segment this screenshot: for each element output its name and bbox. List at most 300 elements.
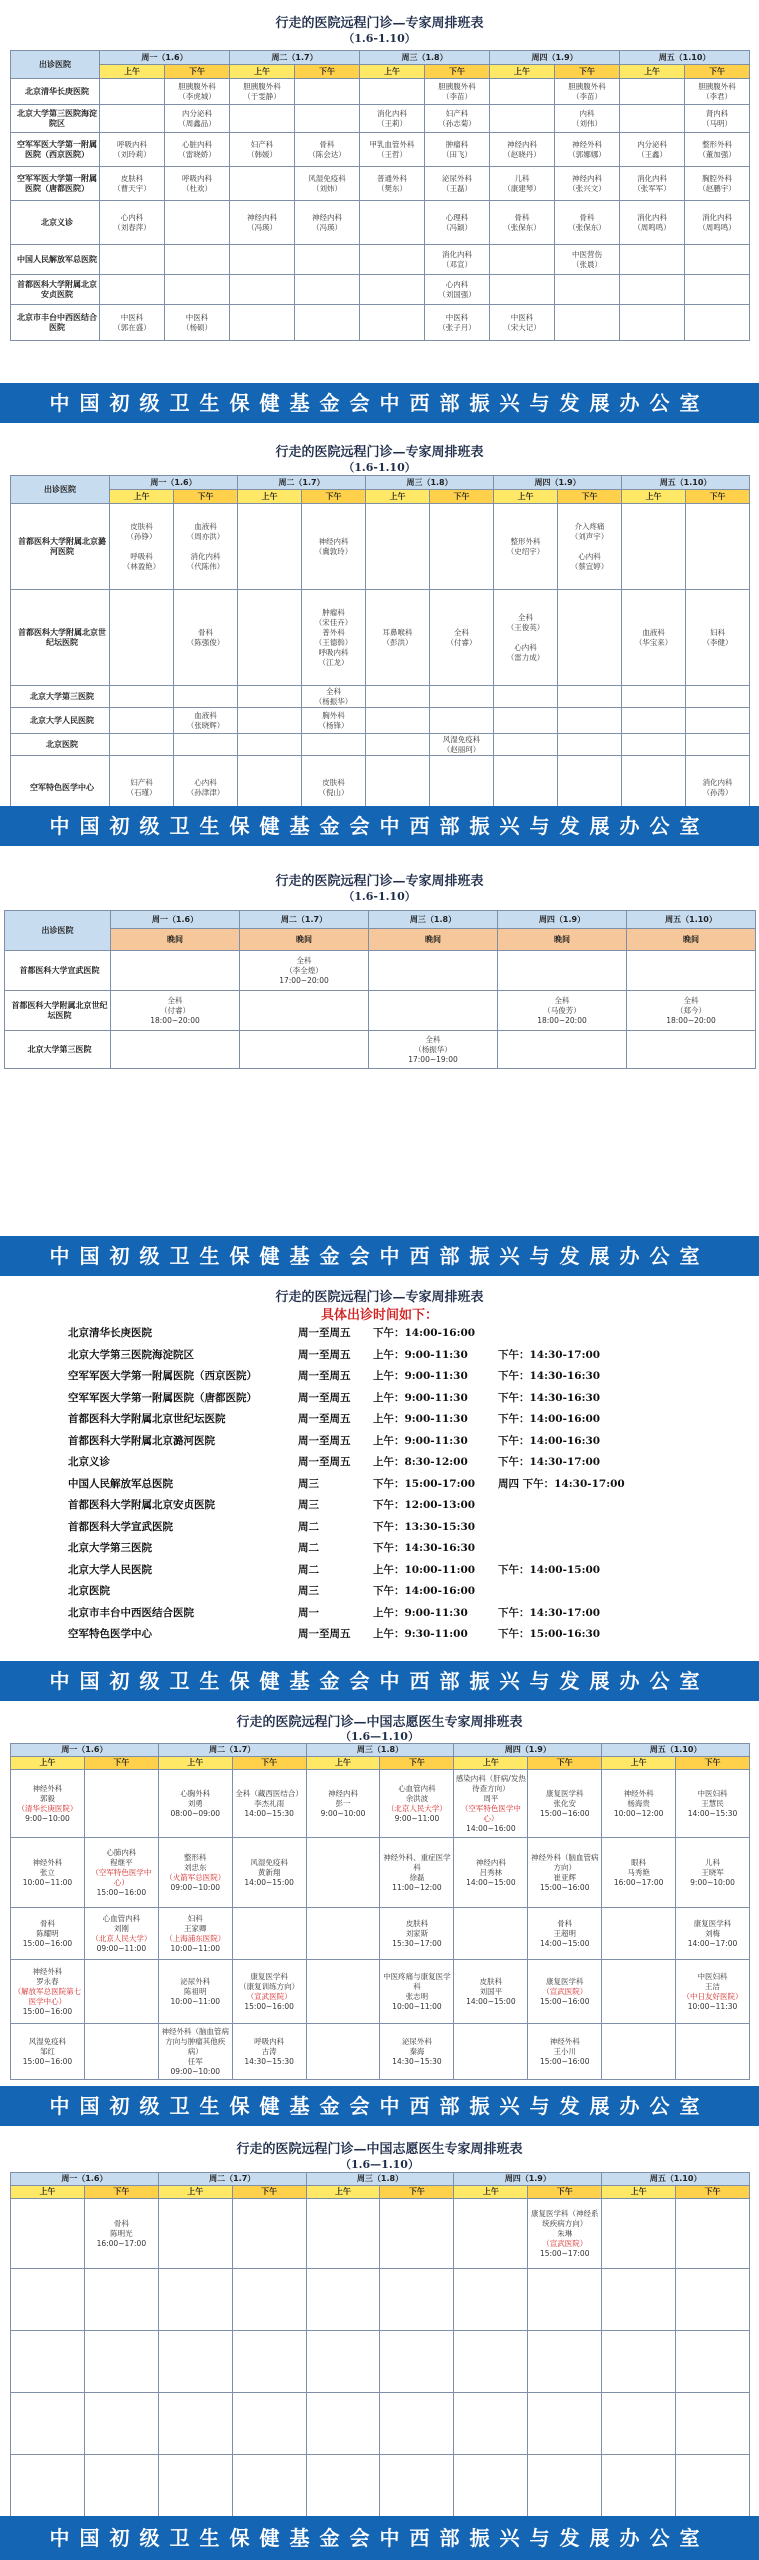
schedule-cell — [174, 734, 238, 756]
table-row — [11, 1908, 750, 1960]
time-text: 下午：12:00-13:00 — [373, 1499, 476, 1511]
pm-header: 下午 — [84, 1757, 158, 1770]
empty-cell — [380, 2393, 454, 2455]
days-text: 周二 — [298, 1563, 319, 1576]
day-header: 周五（1.10） — [602, 1744, 750, 1757]
empty-cell — [11, 2393, 85, 2455]
schedule-cell — [620, 305, 685, 341]
day-header: 周一（1.6） — [11, 1744, 159, 1757]
hospital-name: 空军军医大学第一附属医院（唐都医院） — [11, 167, 100, 201]
schedule-cell — [622, 686, 686, 708]
schedule-cell: 心脏内科 （雷晓娇） — [165, 133, 230, 167]
table-row — [11, 167, 750, 201]
schedule-cell: 神经内科 （冀敦玲） — [302, 504, 366, 590]
schedule-cell — [366, 504, 430, 590]
pm-header: 下午 — [676, 1757, 750, 1770]
am-header: 上午 — [620, 65, 685, 79]
table-row — [11, 201, 750, 245]
schedule-cell: 甲乳血管外科 （王哲） — [360, 133, 425, 167]
am-header: 上午 — [366, 490, 430, 504]
days-text: 周一至周五 — [298, 1456, 351, 1468]
evening-header: 晚间 — [240, 929, 369, 951]
empty-cell — [528, 2269, 602, 2331]
day-header: 周三（1.8） — [306, 2173, 454, 2186]
schedule-cell — [360, 79, 425, 105]
corner-header: 出诊医院 — [11, 476, 110, 504]
hours-row — [68, 1365, 708, 1387]
schedule-table — [10, 50, 750, 341]
hospital-name: 北京市丰台中西医结合医院 — [11, 305, 100, 341]
schedule-cell — [558, 686, 622, 708]
pm-header: 下午 — [165, 65, 230, 79]
schedule-cell: 血液科 （华宝来） — [622, 590, 686, 686]
pm-header: 下午 — [295, 65, 360, 79]
schedule-cell — [360, 305, 425, 341]
volunteer-cell — [306, 1908, 380, 1960]
schedule-cell — [558, 590, 622, 686]
schedule-cell — [366, 708, 430, 734]
time-text: 下午：14:30-17:00 — [498, 1348, 601, 1361]
schedule-cell: 整形外科 （史绍宇） — [494, 504, 558, 590]
banner: 中国初级卫生保健基金会中西部振兴与发展办公室 — [0, 1236, 759, 1276]
schedule-cell: 皮肤科 （曹天宇） — [100, 167, 165, 201]
volunteer-cell: 眼科 马秀艳 16:00~17:00 — [602, 1838, 676, 1908]
schedule-cell: 风湿免疫科 （刘炜） — [295, 167, 360, 201]
volunteer-cell — [380, 2199, 454, 2269]
hospital-name: 北京大学人民医院 — [11, 708, 110, 734]
empty-cell — [232, 2455, 306, 2517]
volunteer-cell — [454, 1908, 528, 1960]
table-row — [11, 133, 750, 167]
am-header: 上午 — [110, 490, 174, 504]
days-text: 周二 — [298, 1520, 319, 1533]
time-text: 上午：9:00-11:30 — [373, 1413, 468, 1425]
schedule-cell — [430, 708, 494, 734]
volunteer-cell — [232, 2199, 306, 2269]
empty-cell — [454, 2393, 528, 2455]
hospital-name: 北京医院 — [11, 734, 110, 756]
volunteer-cell — [602, 1960, 676, 2024]
table-row — [11, 275, 750, 305]
volunteer-cell — [676, 2024, 750, 2080]
schedule-cell — [238, 590, 302, 686]
hospital-name: 首都医科大学附属北京世纪坛医院 — [68, 1413, 226, 1425]
empty-cell — [602, 2455, 676, 2517]
volunteer-cell: 心血管内科 刘刚 （北京人民大学） 09:00~11:00 — [84, 1908, 158, 1960]
schedule-cell: 全科 （付睿） — [430, 590, 494, 686]
schedule-cell: 中医科 （张子月） — [425, 305, 490, 341]
table-row — [11, 79, 750, 105]
empty-cell — [306, 2455, 380, 2517]
schedule-cell — [555, 305, 620, 341]
schedule-cell — [498, 951, 627, 991]
hospital-name: 首都医科大学附属北京世纪坛医院 — [11, 590, 110, 686]
schedule-cell: 心理科 （冯颖） — [425, 201, 490, 245]
volunteer-cell: 风湿免疫科 邹红 15:00~16:00 — [11, 2024, 85, 2080]
schedule-cell: 介入疼痛 （刘声宇） 心内科 （蔡宜婷） — [558, 504, 622, 590]
hospital-name: 北京大学第三医院海淀院区 — [68, 1348, 194, 1361]
empty-cell — [84, 2455, 158, 2517]
empty-cell — [232, 2269, 306, 2331]
schedule-cell — [490, 105, 555, 133]
schedule-cell: 全科 （李全煌） 17:00~20:00 — [240, 951, 369, 991]
day-header: 周四（1.9） — [498, 911, 627, 929]
page-title: 行走的医院远程门诊—专家周排班表 — [275, 874, 484, 889]
empty-cell — [676, 2455, 750, 2517]
table-row — [11, 1838, 750, 1908]
am-header: 上午 — [622, 490, 686, 504]
time-text: 上午：9:00-11:30 — [373, 1370, 468, 1382]
hospital-name: 空军军医大学第一附属医院（西京医院） — [68, 1370, 257, 1382]
schedule-cell: 中医科 （杨硕） — [165, 305, 230, 341]
day-header: 周一（1.6） — [111, 911, 240, 929]
banner: 中国初级卫生保健基金会中西部振兴与发展办公室 — [0, 1661, 759, 1701]
schedule-cell — [685, 245, 750, 275]
empty-cell — [158, 2393, 232, 2455]
hours-row — [68, 1580, 708, 1602]
am-header: 上午 — [306, 1757, 380, 1770]
banner: 中国初级卫生保健基金会中西部振兴与发展办公室 — [0, 806, 759, 846]
days-text: 周一至周五 — [298, 1628, 351, 1640]
hospital-name: 北京大学第三医院 — [11, 686, 110, 708]
hours-row — [68, 1516, 708, 1538]
volunteer-cell: 神经外科（脑血管病方向与肿瘤其他疾病） 任军 09:00~10:00 — [158, 2024, 232, 2080]
page-subtitle: （1.6-1.10） — [343, 890, 416, 903]
table-row — [11, 1770, 750, 1838]
hospital-name: 空军特色医学中心 — [68, 1628, 152, 1640]
schedule-cell — [110, 708, 174, 734]
schedule-cell: 全科 （付睿） 18:00~20:00 — [111, 991, 240, 1031]
volunteer-cell — [306, 2199, 380, 2269]
table-row — [11, 590, 750, 686]
hospital-name: 北京清华长庚医院 — [68, 1327, 152, 1339]
page-subtitle: （1.6—1.10） — [340, 1730, 419, 1743]
am-header: 上午 — [602, 1757, 676, 1770]
section-volunteer-1 — [0, 1701, 759, 2086]
schedule-cell: 肿瘤科 （宋佳卉） 普外科 （王德斡） 呼吸内科 （江龙） — [302, 590, 366, 686]
schedule-cell — [100, 275, 165, 305]
volunteer-cell: 中医妇科 王洁 （中日友好医院） 10:00~11:30 — [676, 1960, 750, 2024]
pm-header: 下午 — [686, 490, 750, 504]
day-header: 周二（1.7） — [238, 476, 366, 490]
volunteer-cell: 心肺内科 程继平 （空军特色医学中心） 15:00~16:00 — [84, 1838, 158, 1908]
am-header: 上午 — [494, 490, 558, 504]
banner: 中国初级卫生保健基金会中西部振兴与发展办公室 — [0, 2516, 759, 2560]
schedule-cell — [686, 686, 750, 708]
hours-row — [68, 1559, 708, 1581]
volunteer-cell: 儿科 王晓军 9:00~10:00 — [676, 1838, 750, 1908]
empty-cell — [676, 2331, 750, 2393]
volunteer-cell — [306, 1838, 380, 1908]
hours-row — [68, 1623, 708, 1645]
schedule-cell — [174, 686, 238, 708]
time-text: 上午：8:30-12:00 — [373, 1456, 468, 1468]
hospital-name: 空军军医大学第一附属医院（西京医院） — [11, 133, 100, 167]
page-subtitle: （1.6-1.10） — [343, 461, 416, 474]
schedule-cell — [360, 275, 425, 305]
days-text: 周二 — [298, 1542, 319, 1554]
schedule-cell — [622, 734, 686, 756]
hospital-name: 北京大学第三医院 — [68, 1542, 152, 1554]
volunteer-cell: 神经外科 罗永春 （解放军总医院第七医学中心） 15:00~16:00 — [11, 1960, 85, 2024]
volunteer-cell: 泌尿外科 陈祖明 10:00~11:00 — [158, 1960, 232, 2024]
time-text: 下午：14:00-16:00 — [373, 1327, 476, 1339]
days-text: 周三 — [298, 1585, 319, 1597]
volunteer-cell — [454, 2024, 528, 2080]
schedule-cell: 消化内科 （周鸣鸣） — [620, 201, 685, 245]
time-text: 下午：14:30-16:30 — [373, 1542, 476, 1554]
volunteer-cell: 神经内科 吕秀林 14:00~15:00 — [454, 1838, 528, 1908]
time-text: 下午：15:00-16:30 — [498, 1628, 601, 1640]
pm-header: 下午 — [430, 490, 494, 504]
schedule-cell — [240, 1031, 369, 1069]
hospital-name: 北京大学第三医院海淀院区 — [11, 105, 100, 133]
schedule-cell: 消化内科 （邓宣） — [425, 245, 490, 275]
table-row — [11, 2393, 750, 2455]
volunteer-cell: 整形科 刘忠东 （火箭军总医院） 09:00~10:00 — [158, 1838, 232, 1908]
hours-row — [68, 1602, 708, 1624]
schedule-cell — [110, 590, 174, 686]
schedule-cell — [686, 708, 750, 734]
hours-list — [0, 1322, 759, 1652]
schedule-cell — [100, 79, 165, 105]
evening-header: 晚间 — [111, 929, 240, 951]
schedule-cell — [685, 305, 750, 341]
schedule-cell: 心内科 （刘春萍） — [100, 201, 165, 245]
empty-cell — [380, 2331, 454, 2393]
hospital-name: 北京市丰台中西医结合医院 — [68, 1606, 194, 1619]
page-title: 行走的医院远程门诊—专家周排班表 — [275, 16, 484, 31]
volunteer-cell — [602, 2024, 676, 2080]
hospital-name: 首都医科大学附属北京潞河医院 — [11, 504, 110, 590]
empty-cell — [84, 2393, 158, 2455]
volunteer-cell: 神经外科 王小川 15:00~16:00 — [528, 2024, 602, 2080]
schedule-cell — [622, 504, 686, 590]
schedule-cell — [240, 991, 369, 1031]
schedule-cell: 胆胰腹外科 （于雯静） — [230, 79, 295, 105]
hospital-name: 首都医科大学宣武医院 — [5, 951, 111, 991]
page-title: 行走的医院远程门诊—专家周排班表 — [275, 445, 484, 460]
empty-cell — [380, 2455, 454, 2517]
volunteer-cell: 风湿免疫科 黄新翔 14:00~15:00 — [232, 1838, 306, 1908]
empty-cell — [232, 2393, 306, 2455]
hours-row — [68, 1494, 708, 1516]
days-text: 周三 — [298, 1477, 319, 1490]
schedule-cell — [498, 1031, 627, 1069]
schedule-cell — [494, 708, 558, 734]
schedule-cell: 消化内科 （周鸣鸣） — [685, 201, 750, 245]
volunteer-cell: 康复医学科 刘梅 14:00~17:00 — [676, 1908, 750, 1960]
empty-cell — [158, 2269, 232, 2331]
time-text: 上午：10:00-11:00 — [373, 1563, 476, 1576]
volunteer-cell: 骨科 陈明光 16:00~17:00 — [84, 2199, 158, 2269]
schedule-cell: 心内科 （刘国强） — [425, 275, 490, 305]
hospital-name: 北京义诊 — [11, 201, 100, 245]
time-text: 下午：15:00-17:00 — [373, 1477, 476, 1490]
table-row — [11, 686, 750, 708]
volunteer-cell — [11, 2199, 85, 2269]
schedule-cell — [369, 951, 498, 991]
schedule-cell — [230, 245, 295, 275]
empty-cell — [528, 2455, 602, 2517]
schedule-cell — [555, 275, 620, 305]
day-header: 周三（1.8） — [366, 476, 494, 490]
days-text: 周一至周五 — [298, 1348, 351, 1361]
schedule-cell — [238, 708, 302, 734]
empty-cell — [84, 2331, 158, 2393]
volunteer-cell: 皮肤科 刘家斯 15:30~17:00 — [380, 1908, 454, 1960]
corner-header: 出诊医院 — [5, 911, 111, 951]
volunteer-cell: 康复医学科 （康复训练方向） （宣武医院） 15:00~16:00 — [232, 1960, 306, 2024]
schedule-cell: 全科 （马俊芳） 18:00~20:00 — [498, 991, 627, 1031]
hospital-name: 首都医科大学附属北京潞河医院 — [68, 1434, 215, 1447]
schedule-cell: 肿瘤科 （田飞） — [425, 133, 490, 167]
volunteer-cell — [306, 2024, 380, 2080]
hospital-name: 中国人民解放军总医院 — [11, 245, 100, 275]
schedule-cell: 内分泌科 （王鑫） — [620, 133, 685, 167]
table-row — [11, 734, 750, 756]
schedule-cell: 妇产科 （韩媛） — [230, 133, 295, 167]
schedule-cell — [627, 951, 756, 991]
pm-header: 下午 — [676, 2186, 750, 2199]
schedule-cell: 中医营伤 （张晨） — [555, 245, 620, 275]
schedule-cell — [620, 275, 685, 305]
days-text: 周一至周五 — [298, 1434, 351, 1447]
page-subtitle: （1.6-1.10） — [343, 32, 416, 45]
table-row — [11, 105, 750, 133]
am-header: 上午 — [158, 1757, 232, 1770]
hours-subtitle: 具体出诊时间如下： — [320, 1308, 438, 1323]
empty-cell — [528, 2393, 602, 2455]
day-header: 周五（1.10） — [602, 2173, 750, 2186]
schedule-cell: 中医科 （宋大记） — [490, 305, 555, 341]
table-row — [11, 504, 750, 590]
am-header: 上午 — [11, 2186, 85, 2199]
am-header: 上午 — [490, 65, 555, 79]
schedule-cell — [165, 201, 230, 245]
table-row — [5, 991, 756, 1031]
schedule-cell: 妇产科 （孙志菊） — [425, 105, 490, 133]
time-text: 周四 下午：14:30-17:00 — [498, 1477, 625, 1490]
day-header: 周一（1.6） — [11, 2173, 159, 2186]
hours-row — [68, 1451, 708, 1473]
day-header: 周二（1.7） — [158, 1744, 306, 1757]
schedule-cell: 神经内科 （赵晓丹） — [490, 133, 555, 167]
page-title: 行走的医院远程门诊—中国志愿医生专家周排班表 — [236, 1715, 523, 1730]
schedule-cell — [230, 305, 295, 341]
schedule-cell: 胆胰腹外科 （李苗） — [425, 79, 490, 105]
schedule-cell: 神经外科 （郭娜娜） — [555, 133, 620, 167]
pm-header: 下午 — [174, 490, 238, 504]
hospital-name: 北京义诊 — [68, 1456, 110, 1468]
volunteer-cell: 全科（藏西医结合） 李杰礼雨 14:00~15:30 — [232, 1770, 306, 1838]
table-row — [11, 305, 750, 341]
hospital-name: 首都医科大学宣武医院 — [68, 1520, 173, 1533]
table-row — [11, 2269, 750, 2331]
volunteer-cell: 康复医学科 （宣武医院） 15:00~16:00 — [528, 1960, 602, 2024]
volunteer-cell: 妇科 王家卿 （上海浦东医院） 10:00~11:00 — [158, 1908, 232, 1960]
schedule-cell — [490, 79, 555, 105]
am-header: 上午 — [360, 65, 425, 79]
hospital-name: 中国人民解放军总医院 — [68, 1477, 173, 1490]
table-row — [5, 951, 756, 991]
schedule-cell: 胆胰腹外科 （李苗） — [555, 79, 620, 105]
empty-cell — [528, 2331, 602, 2393]
page-title: 行走的医院远程门诊—中国志愿医生专家周排班表 — [236, 2142, 523, 2157]
schedule-cell: 整形外科 （董加强） — [685, 133, 750, 167]
schedule-cell — [295, 305, 360, 341]
schedule-cell: 心内科 （孙津津） — [174, 756, 238, 820]
table-row — [11, 1960, 750, 2024]
schedule-cell — [111, 951, 240, 991]
am-header: 上午 — [158, 2186, 232, 2199]
schedule-cell: 血液科 （周亦洪） 消化内科 （代陈伟） — [174, 504, 238, 590]
volunteer-cell: 神经外科（脑血管病方向） 崔亚辉 15:00~16:00 — [528, 1838, 602, 1908]
schedule-cell — [238, 686, 302, 708]
evening-header: 晚间 — [498, 929, 627, 951]
hours-row — [68, 1344, 708, 1366]
empty-cell — [602, 2269, 676, 2331]
schedule-cell: 消化内科 （王莉） — [360, 105, 425, 133]
schedule-cell — [100, 245, 165, 275]
time-text: 下午：14:00-16:00 — [373, 1585, 476, 1597]
banner: 中国初级卫生保健基金会中西部振兴与发展办公室 — [0, 2086, 759, 2126]
volunteer-cell: 感染内科（肝病/发热待查方向） 周平 （空军特色医学中心） 14:00~16:00 — [454, 1770, 528, 1838]
schedule-cell — [230, 275, 295, 305]
time-text: 上午：9:00-11:30 — [373, 1391, 468, 1404]
schedule-cell — [360, 201, 425, 245]
banner: 中国初级卫生保健基金会中西部振兴与发展办公室 — [0, 383, 759, 423]
schedule-cell — [558, 734, 622, 756]
table-row — [11, 2199, 750, 2269]
pm-header: 下午 — [685, 65, 750, 79]
volunteer-cell — [676, 2199, 750, 2269]
schedule-cell — [494, 686, 558, 708]
am-header: 上午 — [306, 2186, 380, 2199]
volunteer-cell: 康复医学科（神经系统疾病方向） 朱琳 （宣武医院） 15:00~17:00 — [528, 2199, 602, 2269]
table-row — [11, 2331, 750, 2393]
time-text: 下午：14:00-16:00 — [498, 1413, 601, 1425]
hospital-name: 北京清华长庚医院 — [11, 79, 100, 105]
pm-header: 下午 — [302, 490, 366, 504]
hours-row — [68, 1537, 708, 1559]
pm-header: 下午 — [232, 1757, 306, 1770]
volunteer-table — [10, 1743, 750, 2080]
pm-header: 下午 — [558, 490, 622, 504]
schedule-cell: 呼吸内科 （刘玲莉） — [100, 133, 165, 167]
schedule-cell — [110, 686, 174, 708]
volunteer-cell: 神经外科 杨海贵 10:00~12:00 — [602, 1770, 676, 1838]
empty-cell — [158, 2455, 232, 2517]
schedule-cell — [620, 105, 685, 133]
hospital-name: 首都医科大学附属北京安贞医院 — [11, 275, 100, 305]
empty-cell — [454, 2269, 528, 2331]
schedule-cell — [295, 105, 360, 133]
day-header: 周四（1.9） — [490, 51, 620, 65]
time-text: 下午：14:30-17:00 — [498, 1606, 601, 1619]
schedule-cell: 胆胰腹外科 （李君） — [685, 79, 750, 105]
volunteer-cell — [84, 1960, 158, 2024]
hospital-name: 首都医科大学附属北京世纪坛医院 — [5, 991, 111, 1031]
table-row — [11, 708, 750, 734]
pm-header: 下午 — [84, 2186, 158, 2199]
schedule-cell — [686, 504, 750, 590]
days-text: 周一至周五 — [298, 1391, 351, 1404]
schedule-cell — [302, 734, 366, 756]
hours-row — [68, 1408, 708, 1430]
schedule-cell: 全科 （杨振华） 17:00~19:00 — [369, 1031, 498, 1069]
day-header: 周三（1.8） — [369, 911, 498, 929]
